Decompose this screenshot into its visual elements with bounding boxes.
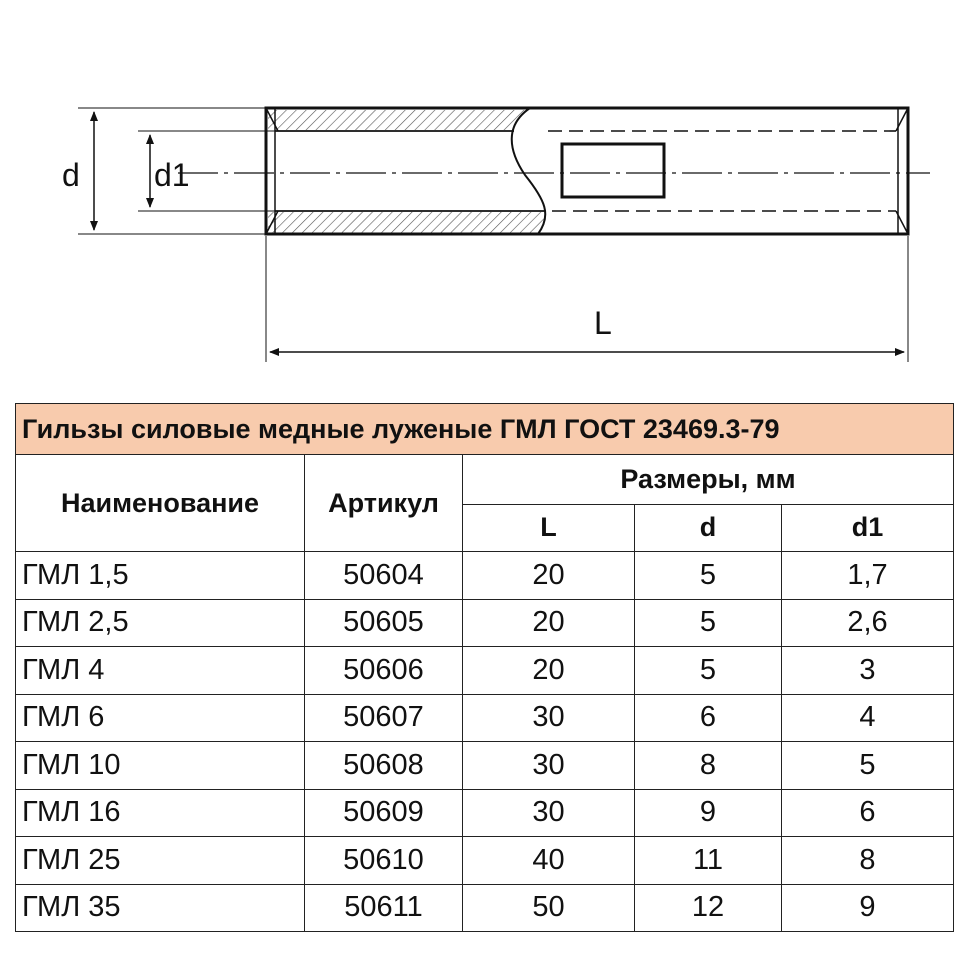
inspection-window <box>562 144 664 197</box>
cell-d1: 4 <box>782 694 954 742</box>
header-dimensions: Размеры, мм <box>463 455 954 505</box>
cell-L: 30 <box>463 694 635 742</box>
cell-L: 20 <box>463 647 635 695</box>
cell-d: 5 <box>635 552 782 600</box>
cell-d: 11 <box>635 837 782 885</box>
cell-d1: 3 <box>782 647 954 695</box>
cell-d1: 9 <box>782 884 954 932</box>
cell-L: 40 <box>463 837 635 885</box>
cell-name: ГМЛ 10 <box>16 742 305 790</box>
cell-L: 30 <box>463 789 635 837</box>
cell-d1: 8 <box>782 837 954 885</box>
cell-article: 50608 <box>305 742 463 790</box>
table-row <box>16 694 954 742</box>
cell-d1: 5 <box>782 742 954 790</box>
cell-d1: 2,6 <box>782 599 954 647</box>
cell-d: 8 <box>635 742 782 790</box>
table-row <box>16 789 954 837</box>
cell-name: ГМЛ 1,5 <box>16 552 305 600</box>
cell-d: 5 <box>635 647 782 695</box>
cell-article: 50610 <box>305 837 463 885</box>
cell-article: 50605 <box>305 599 463 647</box>
cell-article: 50609 <box>305 789 463 837</box>
cell-L: 50 <box>463 884 635 932</box>
sleeve-wall-bottom-hatch <box>268 212 546 233</box>
cell-name: ГМЛ 16 <box>16 789 305 837</box>
header-name: Наименование <box>16 455 305 552</box>
dimension-L-label: L <box>594 305 612 341</box>
cell-d: 9 <box>635 789 782 837</box>
table-row <box>16 742 954 790</box>
specification-table <box>15 403 954 932</box>
cell-L: 20 <box>463 599 635 647</box>
cell-d1: 1,7 <box>782 552 954 600</box>
table-row <box>16 599 954 647</box>
table-title: Гильзы силовые медные луженые ГМЛ ГОСТ 23469.3-79 <box>16 404 954 455</box>
cell-name: ГМЛ 4 <box>16 647 305 695</box>
sleeve-wall-top-hatch <box>268 110 528 130</box>
cell-name: ГМЛ 6 <box>16 694 305 742</box>
sleeve-technical-drawing <box>0 0 970 400</box>
cell-name: ГМЛ 35 <box>16 884 305 932</box>
table-row <box>16 647 954 695</box>
header-d1: d1 <box>782 504 954 552</box>
table-row <box>16 837 954 885</box>
cell-article: 50611 <box>305 884 463 932</box>
cell-d: 5 <box>635 599 782 647</box>
cell-d: 12 <box>635 884 782 932</box>
header-L: L <box>463 504 635 552</box>
header-article: Артикул <box>305 455 463 552</box>
cell-L: 20 <box>463 552 635 600</box>
cell-name: ГМЛ 2,5 <box>16 599 305 647</box>
cell-article: 50606 <box>305 647 463 695</box>
dimension-d1-label: d1 <box>154 157 190 193</box>
cell-d: 6 <box>635 694 782 742</box>
cell-article: 50604 <box>305 552 463 600</box>
cell-d1: 6 <box>782 789 954 837</box>
cell-name: ГМЛ 25 <box>16 837 305 885</box>
header-d: d <box>635 504 782 552</box>
cell-article: 50607 <box>305 694 463 742</box>
dimension-d-label: d <box>62 157 80 193</box>
table-row <box>16 884 954 932</box>
cell-L: 30 <box>463 742 635 790</box>
table-row <box>16 552 954 600</box>
